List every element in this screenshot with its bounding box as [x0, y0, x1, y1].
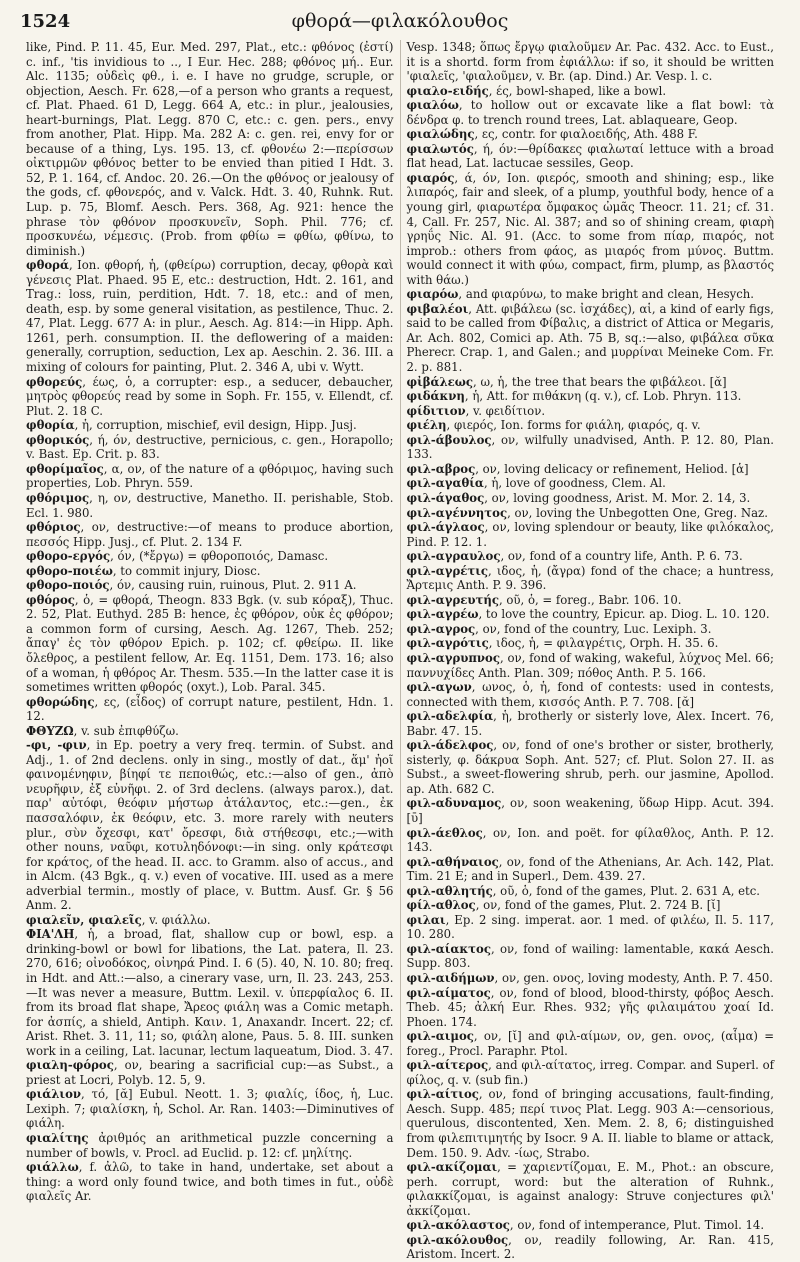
entry-headword: φιλ-αγρέτις: [406, 563, 488, 578]
entry-definition: , ές, bowl-shaped, like a bowl.: [488, 83, 667, 98]
dictionary-entry: [407, 796, 775, 825]
entry-definition: , τό, [ᾰ] Eubul. Neott. 1. 3; φιαλίς, ίδος, ἡ, Luc. Lexiph. 7; φιαλίσκη, ἡ, Schol. Ar. Ran. 1403:—Diminutives of φιάλη.: [26, 1087, 394, 1131]
entry-definition: , ον, bearing a sacrificial cup:—as Subst., a priest at Locri, Polyb. 12. 5, 9.: [26, 1058, 394, 1087]
dictionary-entry: [26, 462, 394, 491]
entry-headword: φθορία: [26, 418, 75, 433]
entry-definition: , όν, causing ruin, ruinous, Plut. 2. 911 A.: [109, 578, 357, 593]
dictionary-entry: [26, 738, 394, 913]
entry-headword: φιλ-αγραυλος: [406, 549, 501, 564]
entry-definition: , ή, όν:—θρίδακες φιαλωταί lettuce with a broad flat head, Lat. lactucae sessiles, Geop.: [406, 141, 774, 171]
entry-headword: φθορίμαῖος: [26, 461, 104, 476]
entry-headword: φιλ-αγρέω: [406, 607, 479, 622]
dictionary-entry: [407, 971, 775, 986]
dictionary-entry: [407, 1029, 775, 1058]
entry-headword: φθορο-εργός: [26, 549, 111, 564]
entry-definition: , οῦ, ὁ, = foreg., Babr. 106. 10.: [498, 592, 682, 607]
dictionary-entry: [407, 622, 775, 637]
entry-definition: , ἡ, love of goodness, Clem. Al.: [483, 476, 666, 491]
entry-headword: φιάλιον: [26, 1087, 81, 1102]
dictionary-entry: [407, 476, 775, 491]
entry-headword: φιλ-ακόλουθος: [406, 1232, 509, 1247]
entry-definition: , ἡ, brotherly or sisterly love, Alex. Incert. 76, Babr. 47. 15.: [406, 709, 774, 738]
entry-definition: , Ion. φθορή, ἡ, (φθείρω) corruption, decay, φθορὰ καὶ γένεσις Plat. Phaed. 95 E, etc.: destruction, Hdt. 2. 161, and Trag.: loss, ruin, perdition, Hdt. 7. 18, etc.: and of men, death, esp. by some general visitation, as pestilence, Thuc. 2. 47, Plat. Legg. 677 A: in plur., Aesch. Ag. 814:—in Hipp. Aph. 1261, perh. consumption. II. the deflowering of a maiden: generally, corruption, seduction, Lex ap. Aeschin. 2. 36. III. a mixing of colours for painting, Plut. 2. 346 A, ubi v. Wytt.: [26, 258, 394, 375]
entry-headword: φιαρός: [406, 170, 455, 185]
dictionary-entry: [26, 491, 394, 520]
entry-definition: , Ep. 2 sing. imperat. aor. 1 med. of φιλέω, Il. 5. 117, 10. 280.: [406, 912, 774, 942]
dictionary-entry: [26, 1160, 394, 1204]
entry-headword: φιλ-αίματος: [406, 985, 491, 1000]
dictionary-entry: [407, 738, 775, 796]
entry-headword: φἰβάλεως: [406, 374, 474, 389]
entry-definition: like, Pind. P. 11. 45, Eur. Med. 297, Plat., etc.: φθόνος (ἐστί) c. inf., 'tis invidious to .., I Eur. Hec. 288; φθόνος μή.. Eur. Alc. 1135; οὐδεὶς φθ., i. e. I have no grudge, scruple, or objection, Aesch. Fr. 628,—of a person who grants a request, cf. Plat. Phaed. 61 D, Legg. 664 A, etc.: in plur., jealousies, heart-burnings, Plat. Legg. 870 C, etc.: c. gen. pers., envy from another, Plat. Hipp. Ma. 282 A: c. gen. rei, envy for or because of a thing, Lys. 195. 13, cf. φθονέω 2:—περίσσων οἰκτιρμῶν φθόνος better to be envied than pitied I Hdt. 3. 52, P. 1. 164, cf. Andoc. 20. 26.—On the φθόνος or jealousy of the gods, cf. φθονερός, and v. Valck. Hdt. 3. 40, Ruhnk. Rut. Lup. p. 75, Blomf. Aesch. Pers. 368, Ag. 921: hence the phrase τὸν φθόνον προσκυνεῖν, Soph. Phil. 776; cf. προσκυνέω, νέμεσις. (Prob. from φθίω = φθίω, φθίνω, to diminish.): [26, 40, 394, 258]
entry-headword: φθορικός: [26, 432, 90, 447]
dictionary-entry: [26, 433, 394, 462]
entry-headword: φθορά: [26, 258, 69, 273]
entry-headword: φίλ-αθλος: [406, 898, 476, 913]
entry-headword: φθορεύς: [26, 374, 83, 389]
dictionary-entry: [407, 171, 775, 287]
dictionary-entry: [407, 287, 775, 302]
dictionary-entry: [407, 826, 775, 855]
entry-definition: , ον, fond of a country life, Anth. P. 6. 73.: [500, 549, 743, 564]
dictionary-entry: [407, 418, 775, 433]
entry-definition: , to love the country, Epicur. ap. Diog. L. 10. 120.: [478, 607, 770, 622]
dictionary-entry: [26, 927, 394, 1058]
entry-headword: φιαλόω: [406, 98, 459, 113]
entry-definition: , v. sub ἐπιφθύζω.: [73, 723, 179, 738]
dictionary-entry: [407, 549, 775, 564]
entry-definition: , ον, fond of the games, Plut. 2. 724 B. [ῐ]: [475, 898, 721, 913]
dictionary-entry: [407, 942, 775, 971]
entry-definition: , v. φιάλλω.: [141, 912, 211, 927]
entry-definition: , Att. φιβάλεω (sc. ἰσχάδες), αἱ, a kind of early figs, said to be called from Φίβαλις, a district of Attica or Megaris, Ar. Ach. 802, Comici ap. Ath. 75 B, sq.:—also, φιβάλεα σῦκα Pherecr. Crap. 1, and Galen.; and μυρρίναι Meineke Com. Fr. 2. p. 881.: [406, 301, 774, 375]
entry-headword: φθόριος: [26, 520, 81, 535]
dictionary-entry: [26, 375, 394, 419]
entry-headword: -φι, -φιν: [26, 738, 87, 753]
entry-definition: Vesp. 1348; ὅπως ἔργῳ φιαλοῦμεν Ar. Pac. 432. Acc. to Eust., it is a shortd. form from ἐφιάλλω: if so, it should be written 'φιαλεῖς, 'φιαλοῦμεν, v. Br. (ap. Dind.) Ar. Vesp. l. c.: [406, 40, 774, 84]
dictionary-entry: [26, 578, 394, 593]
entry-headword: φθορο-ποιέω: [26, 563, 113, 578]
text-columns: [20, 40, 780, 1262]
entry-headword: φιλ-άγαθος: [406, 490, 485, 505]
dictionary-entry: [26, 1131, 394, 1160]
entry-definition: , α, ον, of the nature of a φθόριμος, having such properties, Lob. Phryn. 559.: [26, 461, 394, 491]
entry-definition: , ἡ, a broad, flat, shallow cup or bowl, esp. a drinking-bowl or bowl for libations, the Lat. patera, Il. 23. 270, 616; οἰνοδόκος, οἰνηρά Pind. I. 6 (5). 40, N. 10. 80; freq. in Hdt. and Att.:—also, a cinerary vase, urn, Il. 23. 243, 253.—It was never a measure, Buttm. Lexil. v. ὑπερφίαλος 6. II. from its broad flat shape, Ἄρεος φιάλη was a Comic metaph. for ἀσπίς, a shield, Antiph. Καιν. 1, Anaxandr. Incert. 22; cf. Arist. Rhet. 3. 11, 11; so, φιάλη alone, Paus. 5. 8. III. sunken work in a ceiling, Lat. lacunar, lectum laqueatum, Diod. 3. 47.: [26, 927, 394, 1058]
page-header: [20, 6, 780, 36]
entry-headword: φιλ-αγαθία: [406, 476, 484, 491]
right-column: [400, 40, 781, 1262]
dictionary-entry: [407, 651, 775, 680]
entry-headword: φθορο-ποιός: [26, 578, 110, 593]
dictionary-entry: [407, 607, 775, 622]
entry-headword: ΦΘΥΖΩ: [26, 723, 74, 738]
entry-definition: ἀριθμός an arithmetical puzzle concerning a number of bowls, v. Procl. ad Euclid. p. 12: cf. μηλίτης.: [26, 1131, 394, 1160]
dictionary-entry: [407, 1218, 775, 1233]
entry-definition: , ον, fond of one's brother or sister, brotherly, sisterly, φ. δάκρυα Soph. Ant. 527; cf. Plut. Solon 27. II. as Subst., a sweet-flowering shrub, perh. our jasmine, Apollod. ap. Ath. 682 C.: [406, 738, 774, 796]
entry-definition: , ον, destructive:—of means to produce abortion, πεσσός Hipp. Jusj., cf. Plut. 2. 134 F.: [26, 520, 394, 549]
dictionary-entry: [407, 491, 775, 506]
dictionary-entry: [407, 709, 775, 738]
entry-headword: φιαλο-ειδής: [406, 83, 489, 98]
dictionary-entry: [407, 593, 775, 608]
entry-headword: φιλ-αιδήμων: [406, 971, 495, 985]
dictionary-entry: [407, 389, 775, 404]
entry-definition: , ον, fond of blood, blood-thirsty, φόβος Aesch. Theb. 45; ἀλκή Eur. Rhes. 932; γῆς φιλαιμάτου χοαί Id. Phoen. 174.: [406, 985, 774, 1029]
entry-definition: , ον, fond of wailing: lamentable, κακά Aesch. Supp. 803.: [406, 941, 774, 971]
entry-definition: , ον, fond of the country, Luc. Lexiph. 3.: [475, 621, 712, 636]
entry-headword: φθόρος: [26, 592, 75, 607]
entry-definition: , η, ον, destructive, Manetho. II. perishable, Stob. Ecl. 1. 980.: [26, 490, 394, 520]
entry-definition: , ἡ, Att. for πιθάκνη (q. v.), cf. Lob. Phryn. 113.: [464, 389, 742, 404]
entry-definition: , οῦ, ὁ, fond of the games, Plut. 2. 631 A, etc.: [492, 883, 761, 898]
entry-headword: φιλ-αγρυπνος: [406, 650, 500, 665]
dictionary-entry: [407, 40, 775, 84]
left-column: [20, 40, 400, 1204]
dictionary-entry: [26, 564, 394, 579]
dictionary-entry: [26, 549, 394, 564]
entry-headword: φιλ-αίτερος: [406, 1058, 489, 1073]
entry-headword: φιλ-ακόλαστος: [406, 1218, 510, 1233]
entry-headword: φιλ-άεθλος: [406, 825, 483, 840]
entry-definition: , ες, contr. for φιαλοειδής, Ath. 488 F.: [474, 127, 698, 142]
guide-words: φθορά—φιλακόλουθος: [291, 10, 509, 32]
entry-headword: φιλ-αιμος: [406, 1029, 474, 1044]
dictionary-entry: [407, 127, 775, 142]
dictionary-entry: [26, 40, 394, 258]
dictionary-entry: [407, 855, 775, 884]
entry-definition: , ιδος, ἡ, = φιλαγρέτις, Orph. H. 35. 6.: [488, 636, 719, 651]
entry-headword: φιλαι: [406, 912, 446, 927]
entry-headword: φιλ-αγέννητος: [406, 505, 508, 520]
dictionary-entry: [407, 898, 775, 913]
entry-definition: , ον, fond of bringing accusations, fault-finding, Aesch. Supp. 485; περί τινος Plat. Legg. 903 A:—censorious, querulous, discontented, Xen. Mem. 2. 8, 6; distinguished from φιλεπιτιμητής by Isocr. 9 A. II. liable to blame or attack, Dem. 150. 9. Adv. -ίως, Strabo.: [406, 1087, 774, 1160]
entry-headword: φιλ-αδελφία: [406, 709, 494, 724]
entry-definition: , ον, readily following, Ar. Ran. 415, Aristom. Incert. 2.: [406, 1232, 774, 1262]
entry-definition: , ον, fond of the Athenians, Ar. Ach. 142, Plat. Tim. 21 E; and in Superl., Dem. 439. 27.: [406, 854, 774, 884]
entry-definition: , ά, όν, Ion. φιερός, smooth and shining; esp., like λιπαρός, fair and sleek, of a plump, youthful body, hence of a young girl, φιαρωτέρα ὄμφακος ὠμᾶς Theocr. 11. 21; cf. 31. 4, Call. Fr. 257, Nic. Al. 387; and so of shining cream, φιαρὴ γρηΰς Nic. Al. 91. (Acc. to some from πίαρ, πιαρός, not improb.: others from φάος, as μιαρός from μύνος. Buttm. would connect it with φύω, compact, firm, plump, as βλαστός with θάω.): [406, 170, 774, 287]
dictionary-entry: [407, 98, 775, 127]
entry-headword: φιλ-αγων: [406, 680, 472, 695]
entry-definition: , ιδος, ἡ, (ἄγρα) fond of the chace; a huntress, Ἄρτεμις Anth. P. 9. 396.: [406, 563, 774, 593]
entry-definition: , ὁ, = φθορά, Theogn. 833 Bgk. (v. sub κόραξ), Thuc. 2. 52, Plat. Euthyd. 285 B: hence, ἐς φθόρον, οὐκ ἐς φθόρον; a common form of cursing, Aesch. Ag. 1267, Theb. 252; ἄπαγ' ἐς τὸν φθόρον Epich. p. 102; cf. φθείρω. II. like ὄλεθρος, a pestilent fellow, Ar. Eq. 1151, Dem. 173. 16; also of a woman, ἡ φθόρος Ar. Thesm. 535.—In the latter case it is sometimes written φθορός (oxyt.), Lob. Paral. 345.: [26, 592, 394, 695]
entry-definition: , ωνος, ὁ, ἡ, fond of contests: used in contests, connected with them, κισσός Anth. P. 7. 708. [ᾰ]: [406, 680, 774, 709]
entry-headword: φιαλίτης: [26, 1131, 89, 1146]
dictionary-entry: [26, 695, 394, 724]
entry-definition: , to hollow out or excavate like a flat bowl: τὰ δένδρα φ. to trench round trees, Lat. ablaqueare, Geop.: [406, 98, 774, 127]
dictionary-entry: [407, 142, 775, 171]
entry-headword: φιαλώδης: [406, 127, 475, 142]
entry-headword: φιάλλω: [26, 1160, 79, 1175]
entry-definition: , to commit injury, Diosc.: [112, 563, 261, 578]
dictionary-entry: [407, 1160, 775, 1218]
entry-definition: , and φιαρύνω, to make bright and clean, Hesych.: [458, 287, 754, 302]
entry-definition: , and φιλ-αίτατος, irreg. Compar. and Superl. of φίλος, q. v. (sub fin.): [406, 1058, 774, 1087]
dictionary-entry: [407, 302, 775, 375]
dictionary-entry: [407, 564, 775, 593]
entry-headword: φιλ-αίακτος: [406, 941, 491, 956]
entry-headword: φιαλη-φόρος: [26, 1058, 114, 1073]
entry-headword: φιλ-αθήναιος: [406, 854, 499, 869]
dictionary-entry: [407, 1233, 775, 1262]
entry-headword: ΦΙΑ'ΛΗ: [26, 927, 75, 942]
page-number: 1524: [20, 10, 71, 32]
dictionary-entry: [407, 913, 775, 942]
dictionary-entry: [26, 520, 394, 549]
entry-definition: , ω, ἡ, the tree that bears the φιβάλεοι. [ᾰ]: [473, 374, 727, 389]
entry-headword: φιλ-αίτιος: [406, 1087, 479, 1102]
entry-headword: φιαρόω: [406, 287, 459, 302]
dictionary-entry: [26, 1087, 394, 1131]
dictionary-entry: [26, 593, 394, 695]
entry-definition: , ον, Ion. and poët. for φίλαθλος, Anth. P. 12. 143.: [406, 825, 774, 855]
entry-headword: φιλ-άγλαος: [406, 520, 485, 535]
entry-definition: , ον, wilfully unadvised, Anth. P. 12. 80, Plan. 133.: [406, 432, 774, 462]
dictionary-entry: [407, 520, 775, 549]
dictionary-entry: [407, 375, 775, 390]
entry-definition: , ον, loving the Unbegotten One, Greg. Naz.: [507, 505, 768, 520]
dictionary-entry: [407, 506, 775, 521]
dictionary-entry: [26, 1058, 394, 1087]
entry-definition: , ες, (εἶδος) of corrupt nature, pestilent, Hdn. 1. 12.: [26, 694, 394, 724]
dictionary-entry: [407, 404, 775, 419]
entry-headword: φιλ-αθλητής: [406, 883, 493, 898]
dictionary-entry: [407, 680, 775, 709]
entry-headword: φιλ-αγρος: [406, 621, 476, 636]
entry-definition: , όν, (*ἔργω) = φθοροποιός, Damasc.: [110, 549, 329, 564]
entry-definition: , ον, loving goodness, Arist. M. Mor. 2. 14, 3.: [484, 490, 751, 505]
entry-headword: φιλ-άδελφος: [406, 738, 494, 753]
dictionary-entry: [407, 636, 775, 651]
entry-definition: , f. ἀλῶ, to take in hand, undertake, set about a thing: a word only found twice, and both times in fut., οὐδὲ φιαλεῖς Ar.: [26, 1160, 394, 1204]
entry-headword: φιλ-αδυναμος: [406, 796, 502, 811]
entry-headword: φιέλη: [406, 418, 447, 433]
dictionary-entry: [407, 84, 775, 99]
entry-headword: φιλ-αγρευτής: [406, 592, 499, 607]
entry-headword: φθορώδης: [26, 694, 95, 709]
entry-headword: φιλ-άβουλος: [406, 432, 492, 447]
entry-definition: , ον, loving splendour or beauty, like φιλόκαλος, Pind. P. 12. 1.: [406, 520, 774, 549]
entry-definition: , φιερός, Ion. forms for φιάλη, φιαρός, q. v.: [446, 418, 701, 433]
entry-definition: , ον, [ῐ] and φιλ-αίμων, ον, gen. ονος, (αἷμα) = foreg., Procl. Paraphr. Ptol.: [406, 1029, 774, 1058]
dictionary-entry: [26, 418, 394, 433]
entry-headword: φιλ-αβρος: [406, 461, 476, 476]
entry-headword: φιλ-ακίζομαι: [406, 1160, 498, 1175]
entry-definition: , v. φειδίτιον.: [465, 403, 546, 418]
dictionary-entry: [407, 884, 775, 899]
entry-definition: , ον, loving delicacy or refinement, Heliod. [ἁ]: [475, 461, 749, 476]
entry-definition: , ον, fond of intemperance, Plut. Timol. 14.: [509, 1218, 765, 1233]
entry-definition: , ον, gen. ονος, loving modesty, Anth. P. 7. 450.: [494, 971, 773, 985]
entry-headword: φιλ-αγρότις: [406, 636, 489, 651]
dictionary-entry: [26, 258, 394, 374]
dictionary-entry: [407, 1087, 775, 1160]
entry-definition: , in Ep. poetry a very freq. termin. of Subst. and Adj., 1. of 2nd declens. only in sing., mostly of dat., ἅμ' ἠοῖ φαινομένηφιν, βίηφί τε πεποιθώς, etc.:—also of gen., ἀπὸ νευρῆφιν, ἐξ εὐνῆφι. 2. of 3rd declens. (always parox.), dat. παρ' αὐτόφι, θεόφιν μήστωρ ἀτάλαντος, etc.:—gen., ἐκ πασσαλόφιν, ἐκ θεόφιν, etc. 3. more rarely with neuters plur., σὺν ὄχεσφι, κατ' ὄρεσφι, διὰ στήθεσφι, etc.;—with other nouns, ναῦφι, κοτυληδόνοφι:—in sing. only κράτεσφι for κράτος, of the head. II. acc. to Gramm. also of accus., and in Alcm. (43 Bgk., q. v.) even of vocative. III. used as a mere adverbial termin., mostly of place, v. Buttm. Ausf. Gr. § 56 Anm. 2.: [26, 738, 394, 913]
entry-headword: φιδάκνη: [406, 389, 465, 404]
dictionary-entry: [26, 913, 394, 928]
dictionary-entry: [407, 986, 775, 1030]
dictionary-entry: [407, 433, 775, 462]
dictionary-entry: [407, 1058, 775, 1087]
entry-headword: φίδιτιον: [406, 403, 466, 418]
entry-headword: φιαλεῖν, φιαλεῖς: [26, 912, 142, 927]
entry-definition: , ἡ, corruption, mischief, evil design, Hipp. Jusj.: [74, 418, 357, 433]
dictionary-entry: [407, 462, 775, 477]
entry-definition: , = χαριεντίζομαι, E. M., Phot.: an obscure, perh. corrupt, word: but the alteration of Ruhnk., φιλακκίζομαι, is against analogy: Struve conjectures φιλ' ἀκκίζομαι.: [406, 1160, 774, 1218]
entry-definition: , έως, ὁ, a corrupter: esp., a seducer, debaucher, μητρὸς φθορεύς read by some in Soph. Fr. 155, v. Ellendt, cf. Plut. 2. 18 C.: [26, 374, 394, 418]
entry-headword: φιβαλέοι: [406, 301, 469, 316]
entry-headword: φθόριμος: [26, 490, 90, 505]
entry-definition: , ον, fond of waking, wakeful, λύχνος Mel. 66; παννυχίδες Anth. Plan. 309; πόθος Anth. P. 5. 166.: [406, 650, 774, 680]
entry-definition: , ή, όν, destructive, pernicious, c. gen., Horapollo; v. Bast. Ep. Crit. p. 83.: [26, 432, 394, 462]
entry-headword: φιαλωτός: [406, 141, 474, 156]
entry-definition: , ον, soon weakening, ὕδωρ Hipp. Acut. 394. [ῡ]: [406, 796, 774, 825]
dictionary-entry: [26, 724, 394, 739]
